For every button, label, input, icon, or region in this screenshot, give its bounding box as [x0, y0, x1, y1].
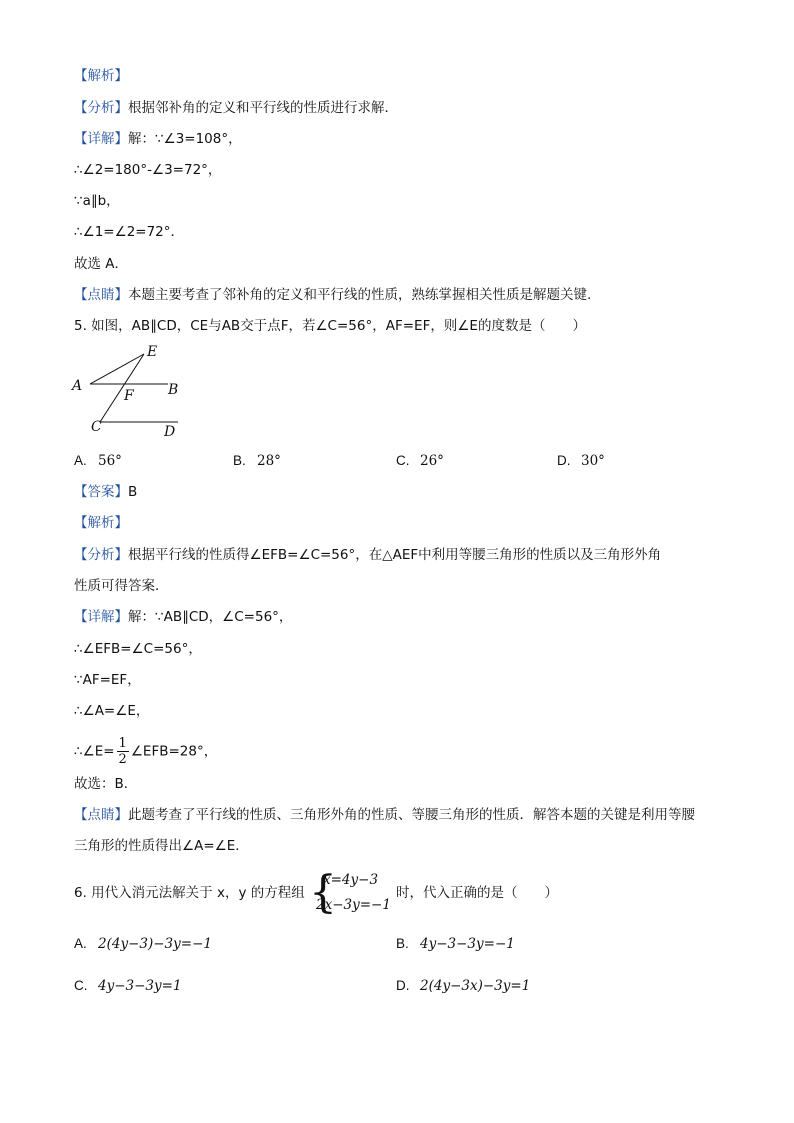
- dianjing-text: 此题考查了平行线的性质、三角形外角的性质、等腰三角形的性质．解答本题的关键是利用等腰: [128, 807, 695, 823]
- question-5-figure: [60, 340, 200, 444]
- fenxi-tag: 【分析】: [74, 100, 128, 116]
- comment-line: [74, 285, 591, 305]
- solution-step: 解：∵AB∥CD，∠C=56°，: [128, 609, 293, 625]
- q6-option-d[interactable]: D. 2(4y−3x)−3y=1: [396, 978, 531, 994]
- analysis-line: [74, 545, 661, 565]
- segment-ce: [100, 354, 144, 422]
- q6-option-c[interactable]: C. 4y−3−3y=1: [74, 978, 182, 994]
- segment-ae: [90, 354, 144, 384]
- solution-step: ∵AF=EF，: [74, 672, 141, 688]
- q5-option-d[interactable]: D. 30°: [557, 453, 605, 469]
- label-c: C: [91, 419, 102, 435]
- q5-option-c[interactable]: C. 26°: [396, 453, 444, 469]
- label-d: D: [164, 424, 176, 440]
- solution-step: ∴∠2=180°-∠3=72°，: [74, 162, 222, 178]
- solution-step: 解：∵∠3=108°，: [128, 131, 242, 147]
- fenxi-tag: 【分析】: [74, 547, 128, 563]
- equation-system-brace: {: [309, 867, 337, 918]
- dianjing-tag: 【点睛】: [74, 287, 128, 303]
- comment-line-2: 三角形的性质得出∠A=∠E．: [74, 838, 249, 854]
- answer-value: B: [128, 484, 138, 500]
- label-a: A: [72, 378, 83, 394]
- label-e: E: [147, 344, 158, 360]
- solution-step: ∵a∥b，: [74, 193, 120, 209]
- label-b: B: [168, 382, 179, 398]
- solution-step-fraction: ∴∠E= $\frac{1}{2}$ ∠EFB=28°，: [74, 736, 218, 767]
- analysis-heading: 【解析】: [74, 68, 128, 84]
- equation-2: 2x−3y=−1: [316, 897, 391, 913]
- q6-option-b[interactable]: B. 4y−3−3y=−1: [396, 936, 515, 952]
- choice-line: 故选 A．: [74, 256, 129, 272]
- fenxi-text: 根据平行线的性质得∠EFB=∠C=56°，在△AEF中利用等腰三角形的性质以及三角形外角: [128, 547, 662, 563]
- question-6-stem-prefix: 6. 用代入消元法解关于 x，y 的方程组: [74, 885, 305, 901]
- fraction-one-half: $\frac{1}{2}$: [118, 736, 127, 767]
- xiangjie-tag: 【详解】: [74, 131, 128, 147]
- solution-step: ∴∠EFB=∠C=56°，: [74, 641, 202, 657]
- answer-line: [74, 482, 137, 502]
- question-6-stem-suffix: 时，代入正确的是（ ）: [396, 885, 558, 901]
- solution-step: ∴∠1=∠2=72°．: [74, 224, 185, 240]
- q6-option-a[interactable]: A. 2(4y−3)−3y=−1: [74, 936, 212, 952]
- xiangjie-tag: 【详解】: [74, 609, 128, 625]
- fenxi-text: 根据邻补角的定义和平行线的性质进行求解．: [128, 100, 398, 116]
- label-f: F: [124, 388, 134, 404]
- detail-line: [74, 607, 292, 627]
- analysis-line-2: 性质可得答案．: [74, 578, 169, 594]
- choice-line: 故选：B．: [74, 776, 138, 792]
- analysis-heading: 【解析】: [74, 515, 128, 531]
- detail-line: [74, 129, 242, 149]
- dianjing-tag: 【点睛】: [74, 807, 128, 823]
- dianjing-text: 本题主要考查了邻补角的定义和平行线的性质，熟练掌握相关性质是解题关键.: [128, 287, 592, 303]
- q5-option-b[interactable]: B. 28°: [233, 453, 281, 469]
- equation-1: x=4y−3: [323, 872, 379, 888]
- solution-step: ∴∠A=∠E，: [74, 703, 150, 719]
- question-5-stem: 5. 如图，AB∥CD，CE与AB交于点F，若∠C=56°，AF=EF，则∠E的度数是（ ）: [74, 318, 586, 334]
- analysis-line: [74, 98, 398, 118]
- q5-option-a[interactable]: A. 56°: [74, 453, 122, 469]
- comment-line: [74, 805, 695, 825]
- answer-tag: 【答案】: [74, 484, 128, 500]
